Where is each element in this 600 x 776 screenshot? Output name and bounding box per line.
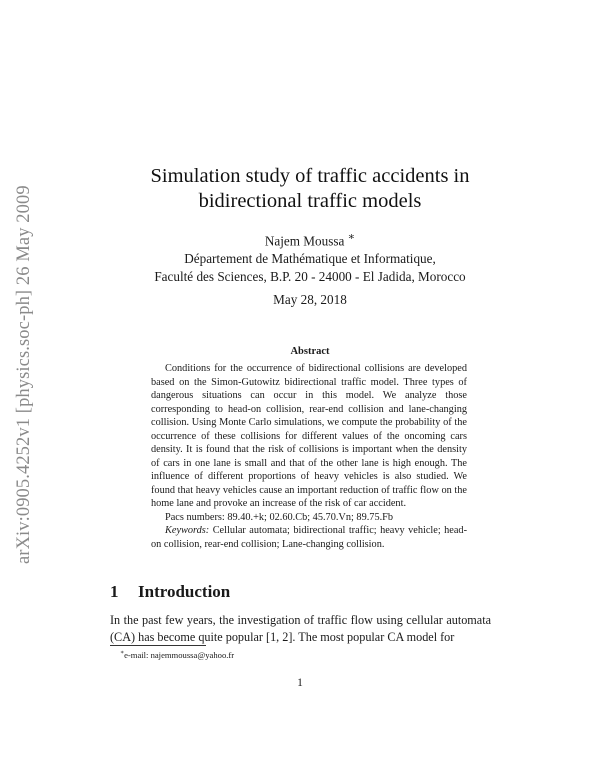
keywords-line: [151, 524, 467, 551]
footnote: [120, 648, 234, 661]
pacs-numbers: Pacs numbers: 89.40.+k; 02.60.Cb; 45.70.Vn; 89.75.Fb: [165, 511, 394, 523]
footnote-text: e-mail: najemmoussa@yahoo.fr: [124, 649, 235, 660]
author-line: [100, 228, 520, 250]
affiliation-line-1: Département de Mathématique et Informatique,: [184, 251, 436, 267]
abstract-body: [151, 362, 467, 551]
paper-date: May 28, 2018: [273, 292, 347, 307]
keywords-label: Keywords:: [165, 525, 210, 536]
author-block: [100, 228, 520, 286]
introduction-text: In the past few years, the investigation of traffic flow using cellular automata (CA) has become quite popular [1, 2]. The most popular CA model for: [110, 613, 491, 644]
author-footnote-marker: ∗: [347, 231, 356, 243]
paper-title: [100, 164, 520, 214]
author-name: Najem Moussa: [264, 233, 345, 249]
introduction-paragraph: [110, 612, 491, 646]
keywords-text: Cellular automata; bidirectional traffic; heavy vehicle; head-on collision, rear-end collision; Lane-changing collision.: [151, 525, 468, 550]
page-number: 1: [297, 677, 303, 689]
footnote-divider: [110, 645, 206, 646]
footnote-marker: ∗: [120, 650, 125, 656]
section-heading: [110, 582, 230, 602]
paper-title-line-2: bidirectional traffic models: [198, 190, 422, 212]
arxiv-identifier-stamp: arXiv:0905.4252v1 [physics.soc-ph] 26 May 2009: [14, 185, 34, 565]
section-title: Introduction: [138, 582, 231, 601]
paper-title-line-1: Simulation study of traffic accidents in: [150, 165, 470, 187]
abstract-text: Conditions for the occurrence of bidirectional collisions are developed based on the Simon-Gutowitz bidirectional traffic model. Three types of dangerous situations can occur in this model. We analyze those corresponding to head-on collision, rear-end collision and lane-changing collision. Using Monte Carlo simulations, we compute the probability of the occurrence of these collisions for different values of the oncoming cars density. It is found that the risk of collisions is important when the density of cars in one lane is small and that of the other lane is high enough. The influence of different proportions of heavy vehicles is also studied. We found that heavy vehicles cause an important reduction of traffic flow on the home lane and provoke an increase of the risk of car accident.: [151, 363, 467, 509]
affiliation-line-2: Faculté des Sciences, B.P. 20 - 24000 - El Jadida, Morocco: [154, 269, 466, 285]
section-number: 1: [110, 582, 119, 601]
abstract-heading: Abstract: [290, 346, 330, 357]
